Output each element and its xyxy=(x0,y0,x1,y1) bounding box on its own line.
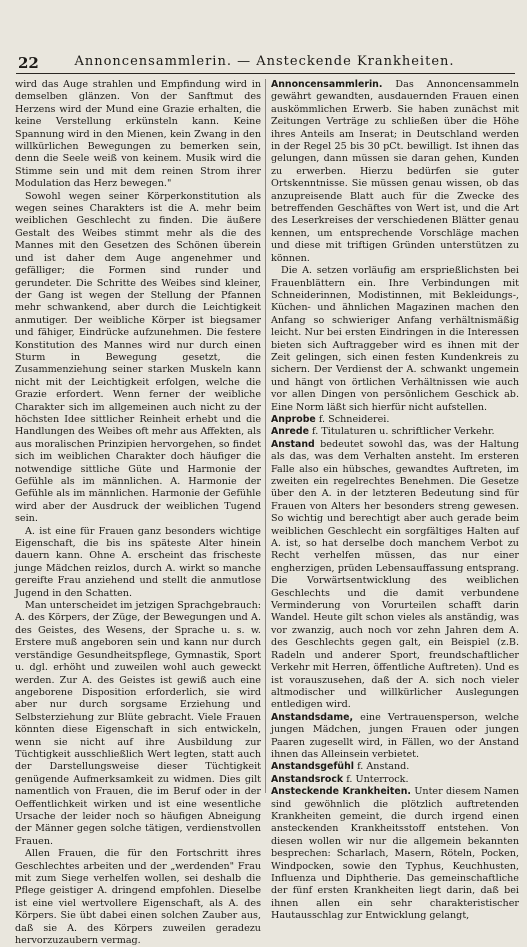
paragraph: A. ist eine für Frauen ganz besonders wichtige Eigenschaft, die bis ins späteste Alter hinein dauern kann. Ohne A. erscheint das frischeste junge Mädchen reizlos, durch A. wirkt so manche gereifte Frau anziehend und stellt die anmutlose Jugend in den Schatten. xyxy=(15,525,261,599)
running-title: Annoncensammlerin. — Ansteckende Krankheiten. xyxy=(74,54,455,69)
entry-anprobe xyxy=(271,414,519,426)
paragraph: Man unterscheidet im jetzigen Sprachgebrauch: A. des Körpers, der Züge, der Bewegungen und A. des Geistes, des Wesens, der Sprache u. s. w. Erstere muß angeboren sein und kann nur durch verständige Gesundheitspflege, Gymnastik, Sport u. dgl. erhöht und zuweilen wohl auch geweckt werden. Zur A. des Geistes ist gewiß auch eine angeborene Disposition erforderlich, sie wird aber nur durch sorgsame Erziehung und Selbsterziehung zur Blüte gebracht. Viele Frauen könnten diese Eigenschaft in sich entwickeln, wenn sie nicht auf ihre Ausbildung zur Tüchtigkeit ausschließlich Wert legten, statt auch der Darstellungsweise dieser Tüchtigkeit genügende Aufmerksamkeit zu widmen. Dies gilt namentlich von Frauen, die im Beruf oder in der Oeffentlichkeit wirken und ist eine wesentliche Ursache der leider noch so häufigen Abneigung der Männer gegen solche tätigen, verdienstvollen Frauen. xyxy=(15,600,261,847)
entry-ansteckende-krankheiten xyxy=(271,786,519,922)
entry-text: f. Titulaturen u. schriftlicher Verkehr. xyxy=(312,426,495,438)
left-column xyxy=(15,79,261,947)
paragraph: Sowohl wegen seiner Körperkonstitution als wegen seines Charakters ist die A. mehr beim weiblichen Geschlecht zu finden. Die äußere Gestalt des Weibes stimmt mehr als die des Mannes mit den Gesetzen des Schönen überein und ist daher dem Auge angenehmer und gefälliger; die Formen sind runder und gerundeter. Die Schritte des Weibes sind kleiner, der Gang ist wegen der Stellung der Pfannen mehr schwankend, aber durch die Leichtigkeit anmutiger. Der weibliche Körper ist biegsamer und fähiger, Eindrücke aufzunehmen. Die festere Konstitution des Mannes wird nur durch einen Sturm in Bewegung gesetzt, die Zusammenziehung seiner starken Muskeln kann nicht mit der Leichtigkeit erfolgen, welche die Grazie erfordert. Wenn ferner der weibliche Charakter sich im allgemeinen auch nicht zu der höchsten Idee sittlicher Reinheit erhebt und die Handlungen des Weibes oft mehr aus Affekten, als aus moralischen Prinzipien hervorgehen, so findet sich im weiblichen Charakter doch häufiger die notwendige sittliche Güte und Harmonie der Gefühle als im männlichen. A. Harmonie der Gefühle als im männlichen. Harmonie der Gefühle wird aber der Ausdruck der weiblichen Tugend sein. xyxy=(15,190,261,525)
entry-headword: Anstand xyxy=(271,438,315,450)
entry-anstand xyxy=(271,439,519,712)
entry-anrede xyxy=(271,426,519,438)
entry-text: f. Schneiderei. xyxy=(318,413,390,425)
entry-headword: Ansteckende Krankheiten. xyxy=(271,786,411,798)
right-column xyxy=(271,79,519,922)
entry-headword: Anstandsgefühl xyxy=(271,761,354,773)
entry-headword: Anstandsrock xyxy=(271,773,344,785)
paragraph: Allen Frauen, die für den Fortschritt ihres Geschlechtes arbeiten und der „werdenden" Frau mit zum Siege verhelfen wollen, sei deshalb die Pflege geistiger A. dringend empfohlen. Dieselbe ist eine viel wertvollere Eigenschaft, als A. des Körpers. Sie übt dabei einen solchen Zauber aus, daß sie A. des Körpers zuweilen geradezu hervorzuzaubern vermag. xyxy=(15,848,261,947)
entry-headword: Annoncensammlerin. xyxy=(271,79,383,90)
column-divider xyxy=(265,79,266,793)
page-number: 22 xyxy=(18,54,39,72)
entry-headword: Anstandsdame, xyxy=(271,711,354,723)
paragraph: wird das Auge strahlen und Empfindung wird in demselben glänzen. Von der Sanftmut des Herzens wird der Mund eine Grazie erhalten, die keine Verstellung erkünsteln kann. Keine Spannung wird in den Mienen, kein Zwang in den willkürlichen Bewegungen zu bemerken sein, denn die Seele weiß von keinem. Musik wird die Stimme sein und mit dem reinen Strom ihrer Modulation das Herz bewegen." xyxy=(15,79,261,190)
entry-anstandsrock xyxy=(271,774,519,786)
entry-text: f. Unterrock. xyxy=(346,773,409,785)
entry-annoncensammlerin xyxy=(271,79,519,265)
entry-anstandsgefuehl xyxy=(271,761,519,773)
entry-text: Unter diesem Namen sind gewöhnlich die plötzlich auftretenden Krankheiten gemeint, die durch irgend einen ansteckenden Krankheitsstoff entstehen. Von diesen wollen wir nur die allgemein bekannten besprechen: Scharlach, Masern, Röteln, Pocken, Windpocken, sowie den Typhus, Keuchhusten, Influenza und Diphtherie. Das gemeinschaftliche der fünf ersten Krankheiten liegt darin, daß bei ihnen allen ein sehr charakteristischer Hautausschlag zur Entwicklung gelangt, xyxy=(271,786,519,922)
entry-anstandsdame xyxy=(271,712,519,762)
entry-text: eine Vertrauensperson, welche jungen Mädchen, jungen Frauen oder jungen Paaren zugesellt wird, in Fällen, wo der Anstand ihnen das Alleinsein verbietet. xyxy=(271,711,519,760)
entry-text: bedeutet sowohl das, was der Haltung als das, was dem Verhalten ansteht. Im ersteren Falle also ein hübsches, gewandtes Auftreten, im zweiten ein regelrechtes Benehmen. Die Gesetze über den A. in der letzteren Bedeutung sind für Frauen von Alters her besonders streng gewesen. So wichtig und berechtigt aber auch gerade beim weiblichen Geschlecht ein sorgfältiges Halten auf A. ist, so hat derselbe doch manchem Verbot zu Recht verhelfen müssen, das nur einer engherzigen, prüden Lebensauffassung entsprang. Die Vorwärtsentwicklung des weiblichen Geschlechts und die damit verbundene Verminderung von Vorurteilen schafft darin Wandel. Heute gilt schon vieles als anständig, was vor zwanzig, auch noch vor zehn Jahren dem A. des Geschlechts gegen galt, ein Beispiel (z.B. Radeln und anderer Sport, freundschaftlicher Verkehr mit Herren, öffentliche Auftreten). Und es ist vorauszusehen, daß der A. sich noch vieler altmodischer und willkürlicher Auslegungen entledigen wird. xyxy=(271,438,519,711)
entry-headword: Anprobe xyxy=(271,413,316,425)
entry-text: Das Annoncensammeln gewährt gewandten, ausdauernden Frauen einen auskömmlichen Erwerb. Sie haben zunächst mit Zeitungen Verträge zu schließen über die Höhe ihres Anteils am Inserat; in Deutschland werden in der Regel 25 bis 30 pCt. bewilligt. Ist ihnen das gelungen, dann müssen sie daran gehen, Kunden zu erwerben. Hierzu bedürfen sie guter Ortskenntnisse. Sie müssen genau wissen, ob das anzupreisende Blatt auch für die Zwecke des betreffenden Geschäftes von Wert ist, und die Art des Leserkreises der verschiedenen Blätter genau kennen, um entsprechende Vorschläge machen und diese mit triftigen Gründen unterstützen zu können. xyxy=(271,79,519,264)
entry-text: f. Anstand. xyxy=(357,761,410,773)
header-rule xyxy=(16,73,515,74)
page-header xyxy=(14,54,515,74)
paragraph: Die A. setzen vorläufig am ersprießlichsten bei Frauenblättern ein. Ihre Verbindungen mit Schneiderinnen, Modistinnen, mit Bekleidungs-, Küchen- und ähnlichen Magazinen machen den Anfang so schwieriger Anfang verhältnismäßig leicht. Nur bei ersten Eindringen in die Interessen bieten sich Auftraggeber wird es ihnen mit der Zeit gelingen, sich einen festen Kundenkreis zu sichern. Der Verdienst der A. schwankt ungemein und hängt von örtlichen Verhältnissen wie auch vor allen Dingen von persönlichem Geschick ab. Eine Norm läßt sich hierfür nicht aufstellen. xyxy=(271,265,519,413)
entry-headword: Anrede xyxy=(271,426,309,438)
